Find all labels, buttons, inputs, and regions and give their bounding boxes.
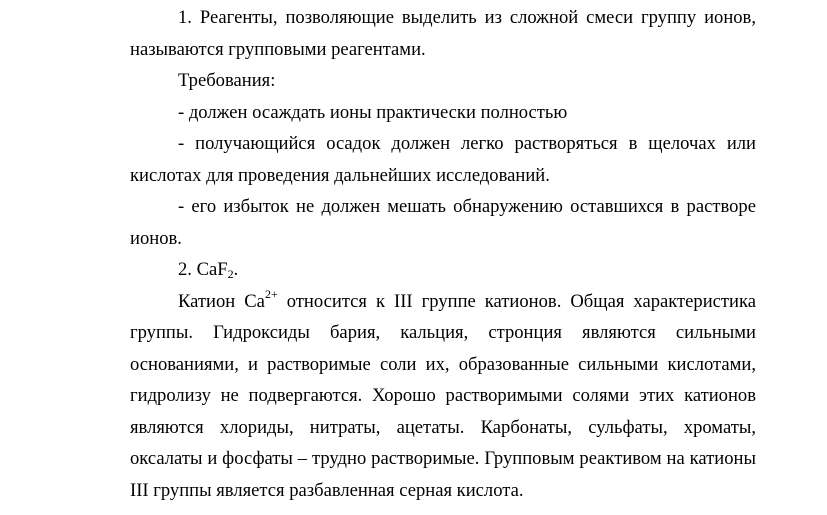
paragraph-requirements-heading: Требования: <box>178 70 276 91</box>
paragraph-formula-caf2 <box>130 254 756 286</box>
cation-text-after: относится к III группе катионов. Общая характеристика группы. Гидроксиды бария, кальция, стронция являются сильными основаниями, и растворимые соли их, образованные сильными кислотами, гидролизу не подвергаются. Хорошо растворимыми солями этих катионов являются хлориды, нитраты, ацетаты. Карбонаты, сульфаты, хроматы, оксалаты и фосфаты – трудно растворимые. Групповым реактивом на катионы III группы является разбавленная серная кислота. <box>130 290 757 501</box>
formula-suffix: . <box>233 259 239 280</box>
paragraph-group-reagents-definition: 1. Реагенты, позволяющие выделить из сложной смеси группу ионов, называются групповыми реагентами. <box>130 7 756 60</box>
paragraph-requirement-1: - должен осаждать ионы практически полностью <box>178 101 568 123</box>
formula-prefix: 2. CaF <box>178 259 228 280</box>
cation-text-before: Катион Ca <box>178 290 265 312</box>
formula-subscript: 2 <box>227 267 234 281</box>
paragraph-requirement-3: - его избыток не должен мешать обнаружению оставшихся в растворе ионов. <box>130 196 756 249</box>
paragraph-cation-description <box>130 286 756 507</box>
paragraph-requirement-2: - получающийся осадок должен легко растворяться в щелочах или кислотах для проведения дальнейших исследований. <box>130 133 756 186</box>
cation-charge-superscript: 2+ <box>264 286 278 301</box>
document-page <box>130 2 756 506</box>
